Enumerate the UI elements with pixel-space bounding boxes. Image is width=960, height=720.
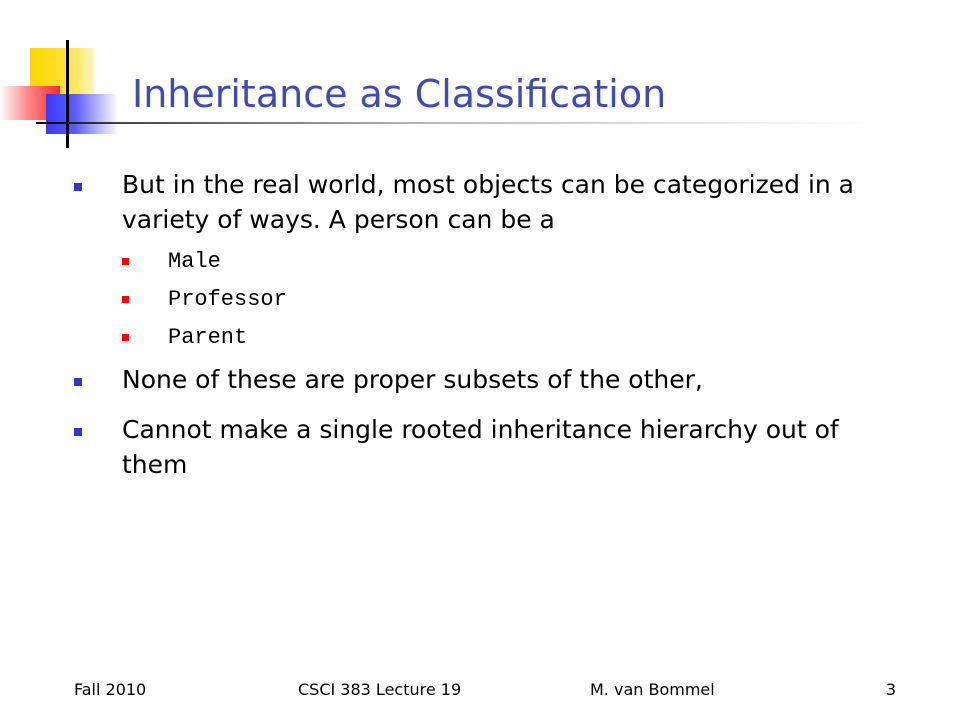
bullet-marker: [74, 183, 82, 191]
sub-bullet-marker: [122, 334, 129, 341]
bullet-text: But in the real world, most objects can be categorized in a variety of ways. A person can be a: [122, 170, 855, 234]
decorative-vertical-line: [66, 40, 69, 148]
sub-bullet-marker: [122, 296, 129, 303]
sub-bullet-text: Male: [168, 249, 221, 274]
sub-bullet-text: Parent: [168, 325, 248, 350]
title-underline: [36, 122, 876, 124]
decorative-blue-bar: [46, 94, 118, 134]
bullet-marker: [74, 428, 82, 436]
sub-bullet-marker: [122, 258, 129, 265]
footer-course: CSCI 383 Lecture 19: [298, 680, 462, 699]
footer-page-number: 3: [885, 680, 896, 699]
footer-date: Fall 2010: [74, 680, 147, 699]
slide-title: Inheritance as Classification: [132, 72, 667, 116]
footer-author: M. van Bommel: [590, 680, 715, 699]
bullet-marker: [74, 378, 82, 386]
bullet-text: None of these are proper subsets of the other,: [122, 365, 703, 394]
bullet-text: Cannot make a single rooted inheritance hierarchy out of them: [122, 415, 839, 479]
sub-bullet-text: Professor: [168, 287, 287, 312]
